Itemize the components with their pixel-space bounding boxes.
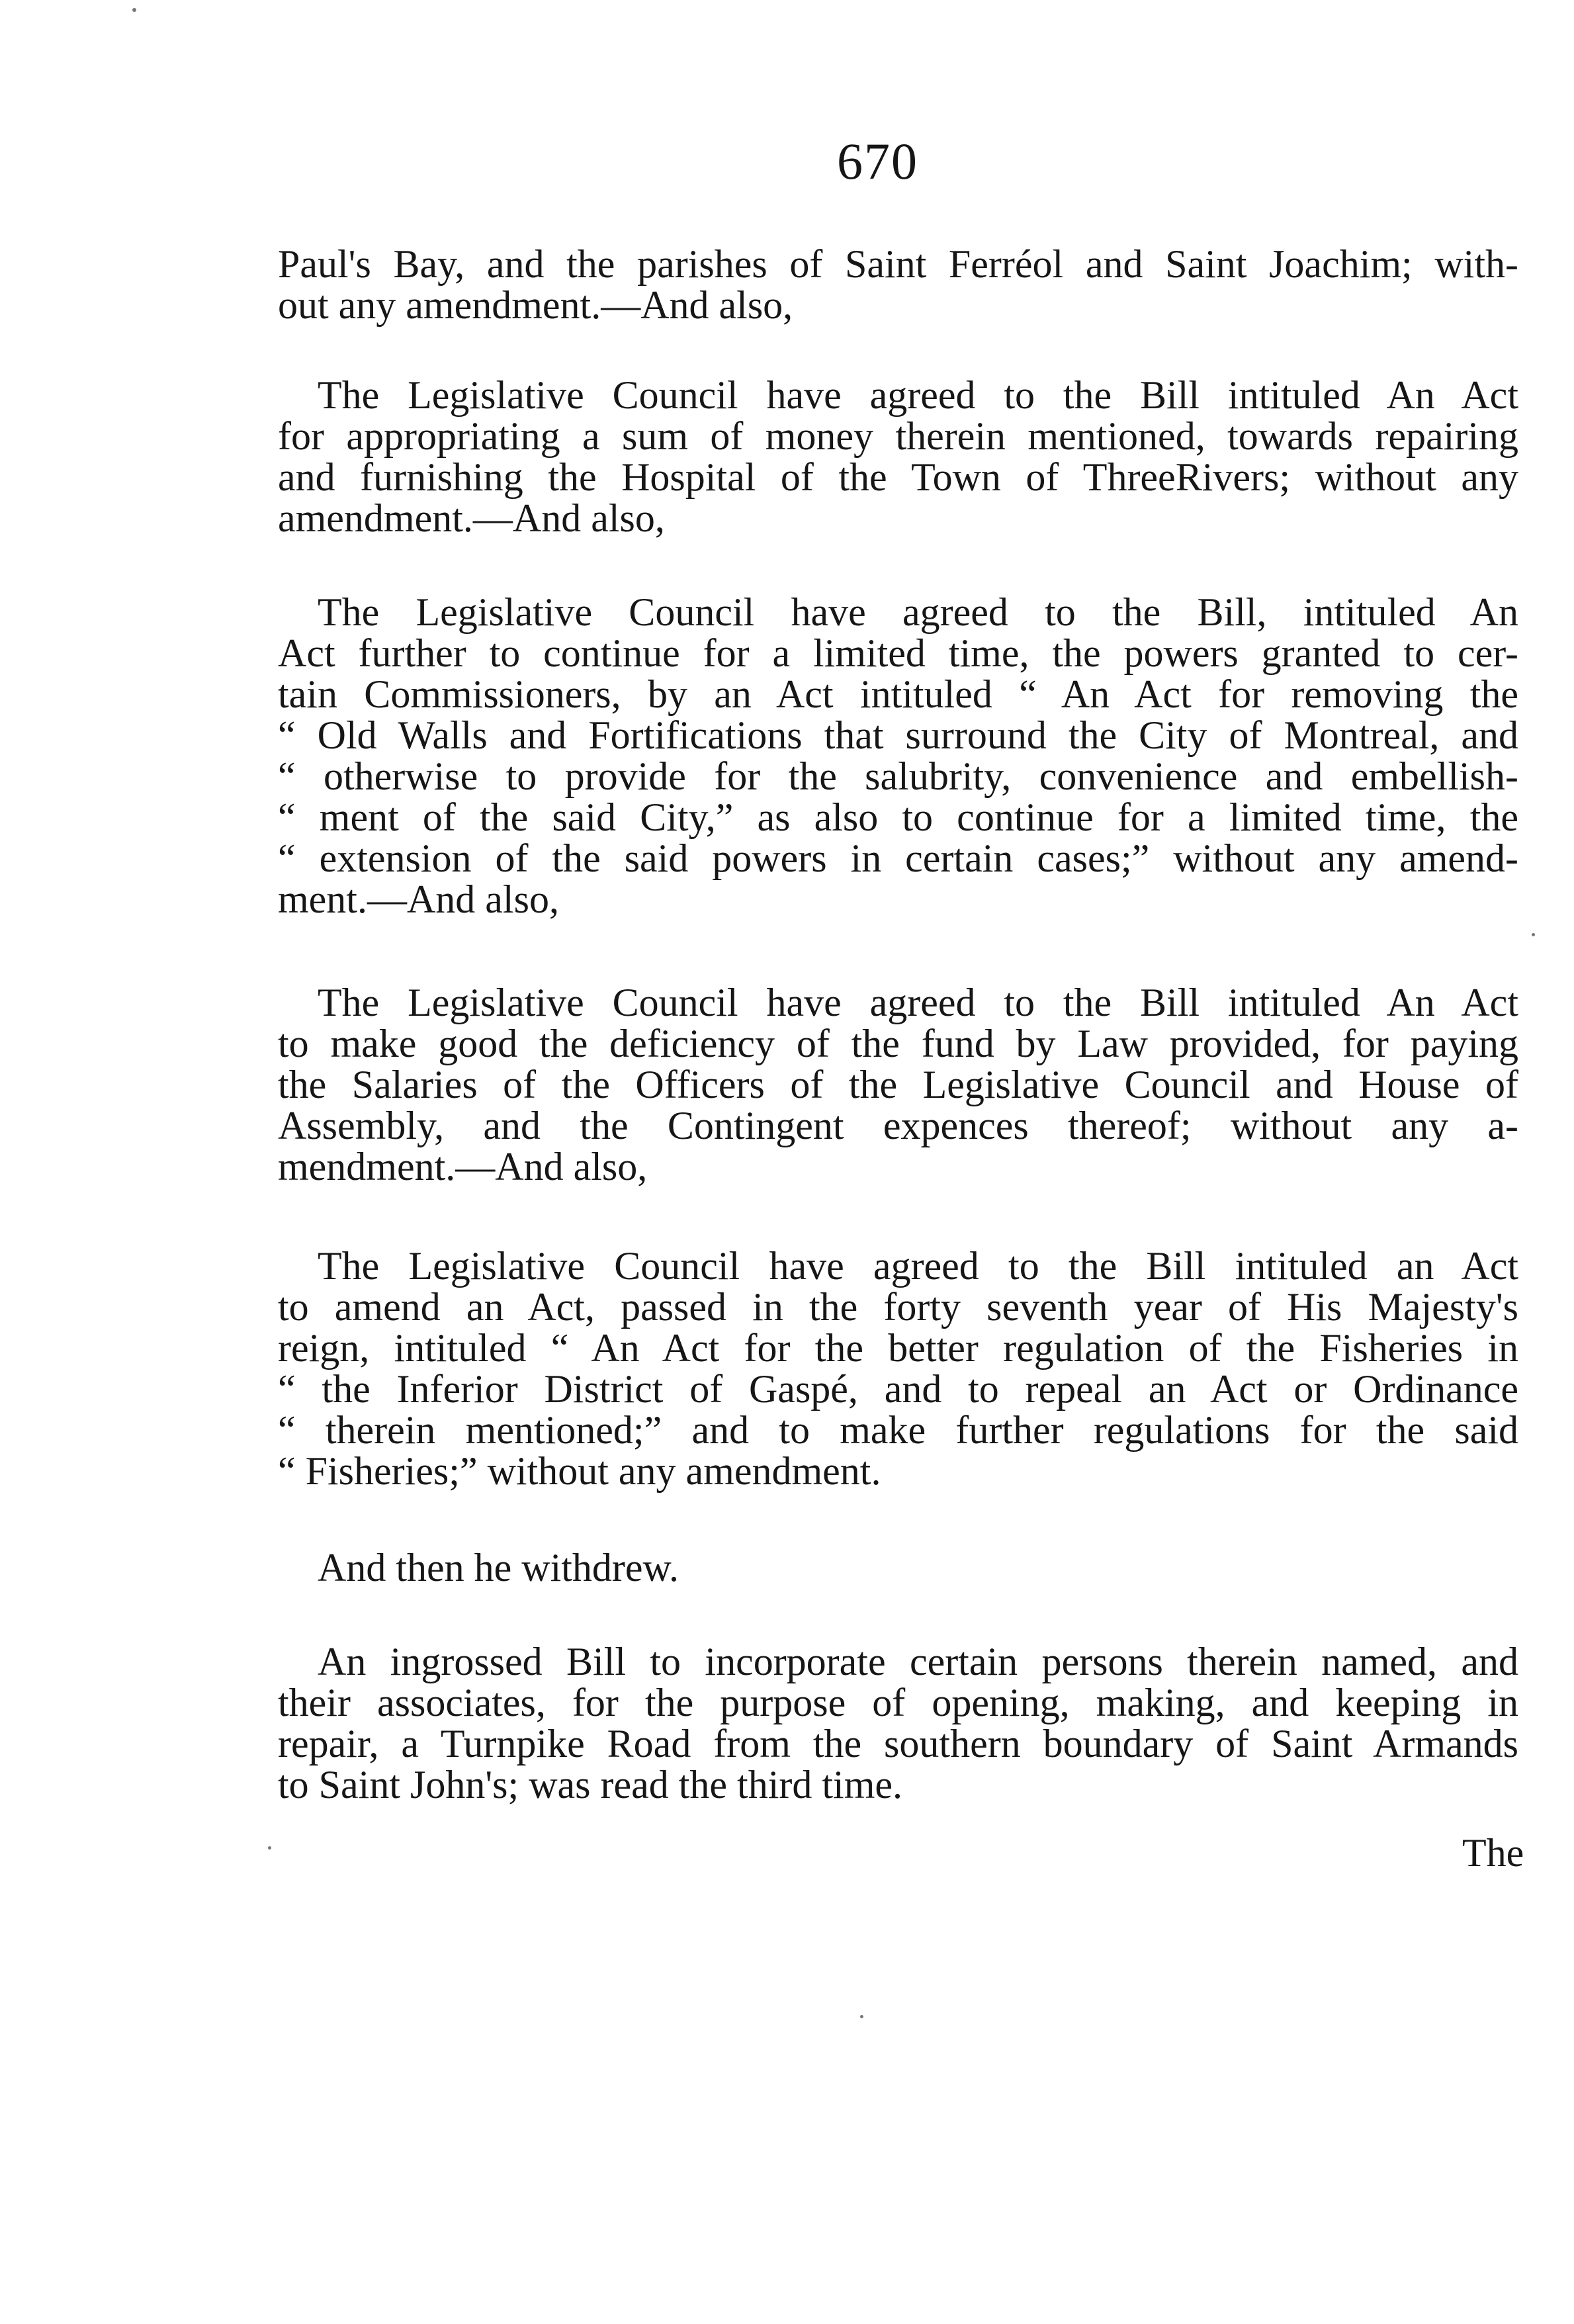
text-line: to Saint John's; was read the third time.	[278, 1763, 903, 1807]
scan-speck	[268, 1846, 271, 1850]
page-number: 670	[837, 132, 918, 190]
text-line: Paul's Bay, and the parishes of Saint Ferréol and Saint Joachim; with-	[278, 242, 1518, 286]
text-line: repair, a Turnpike Road from the southern boundary of Saint Armands	[278, 1722, 1518, 1765]
text-line: ment.—And also,	[278, 877, 559, 921]
text-line: Assembly, and the Contingent expences thereof; without any a-	[278, 1104, 1518, 1147]
scan-speck	[1532, 933, 1535, 936]
paragraph-2	[278, 375, 1518, 539]
text-line: reign, intituled “ An Act for the better regulation of the Fisheries in	[278, 1326, 1518, 1370]
scan-speck	[132, 8, 136, 12]
text-line: mendment.—And also,	[278, 1145, 648, 1188]
paragraph-5	[278, 1245, 1518, 1492]
text-line: And then he withdrew.	[318, 1546, 679, 1589]
text-line: to amend an Act, passed in the forty seventh year of His Majesty's	[278, 1285, 1518, 1329]
text-line: Act further to continue for a limited time, the powers granted to cer-	[278, 631, 1518, 675]
text-line: An ingrossed Bill to incorporate certain persons therein named, and	[318, 1640, 1518, 1683]
text-line: to make good the deficiency of the fund by Law provided, for paying	[278, 1022, 1518, 1065]
text-line: The Legislative Council have agreed to the Bill, intituled An	[318, 590, 1518, 634]
text-line: “ Old Walls and Fortifications that surround the City of Montreal, and	[278, 713, 1518, 757]
text-line: the Salaries of the Officers of the Legislative Council and House of	[278, 1063, 1518, 1106]
paragraph-6	[278, 1547, 1518, 1588]
paragraph-4	[278, 982, 1518, 1187]
text-line: out any amendment.—And also,	[278, 283, 793, 327]
text-line: “ Fisheries;” without any amendment.	[278, 1449, 881, 1493]
text-line: “ the Inferior District of Gaspé, and to repeal an Act or Ordinance	[278, 1367, 1518, 1411]
text-line: The Legislative Council have agreed to the Bill intituled An Act	[318, 373, 1518, 417]
paragraph-1	[278, 244, 1518, 326]
text-line: and furnishing the Hospital of the Town of ThreeRivers; without any	[278, 455, 1518, 499]
paragraph-3	[278, 592, 1518, 920]
text-line: “ otherwise to provide for the salubrity, convenience and embellish-	[278, 754, 1518, 798]
text-line: their associates, for the purpose of opening, making, and keeping in	[278, 1681, 1518, 1724]
catchword: The	[1462, 1831, 1524, 1875]
text-line: for appropriating a sum of money therein mentioned, towards repairing	[278, 414, 1518, 458]
scan-speck	[860, 2015, 863, 2018]
paragraph-7	[278, 1641, 1518, 1805]
text-line: The Legislative Council have agreed to the Bill intituled An Act	[318, 981, 1518, 1024]
text-line: The Legislative Council have agreed to the Bill intituled an Act	[318, 1244, 1518, 1288]
text-line: “ ment of the said City,” as also to continue for a limited time, the	[278, 795, 1518, 839]
text-line: amendment.—And also,	[278, 496, 665, 540]
text-line: “ therein mentioned;” and to make further regulations for the said	[278, 1408, 1518, 1452]
text-line: “ extension of the said powers in certain cases;” without any amend-	[278, 836, 1518, 880]
text-line: tain Commissioners, by an Act intituled “ An Act for removing the	[278, 672, 1518, 716]
